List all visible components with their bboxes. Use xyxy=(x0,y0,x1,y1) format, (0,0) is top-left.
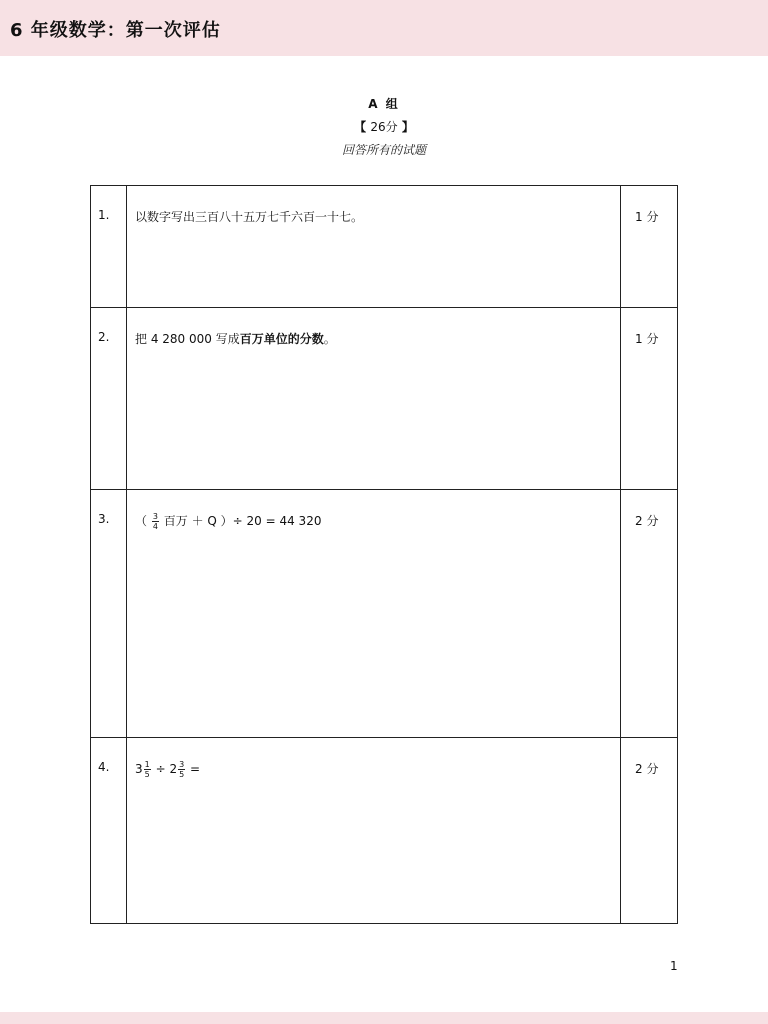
question-text-part: 把 4 280 000 写成 xyxy=(135,332,240,346)
footer-bar xyxy=(0,1012,768,1024)
question-number: 3. xyxy=(98,512,110,526)
fraction xyxy=(152,512,159,531)
question-number: 1. xyxy=(98,208,110,222)
question-number-cell xyxy=(91,738,127,924)
fraction-numerator: 3 xyxy=(179,760,185,769)
question-marks-cell xyxy=(621,308,678,490)
question-marks-cell xyxy=(621,186,678,308)
question-number-cell xyxy=(91,490,127,738)
question-marks-cell xyxy=(621,738,678,924)
question-marks: 2 分 xyxy=(635,762,659,776)
open-paren: （ xyxy=(135,514,148,528)
question-equation xyxy=(127,490,620,531)
section-total-marks xyxy=(0,118,768,135)
fraction-denominator: 4 xyxy=(152,522,158,531)
fraction-denominator: 5 xyxy=(144,770,150,779)
equation-rest: 百万 ＋ Q ）÷ 20 = 44 320 xyxy=(163,514,322,528)
fraction-denominator: 5 xyxy=(179,770,185,779)
question-number-cell xyxy=(91,186,127,308)
section-instruction: 回答所有的试题 xyxy=(341,143,426,157)
question-text-cell[interactable] xyxy=(127,490,621,738)
question-text-part: 。 xyxy=(323,332,336,346)
section-name: A 组 xyxy=(368,97,400,111)
marks-value: 26 xyxy=(370,120,386,134)
question-text-cell[interactable] xyxy=(127,308,621,490)
question-text-cell[interactable] xyxy=(127,738,621,924)
question-marks-cell xyxy=(621,490,678,738)
document-title: 6 年级数学：第一次评估 xyxy=(10,20,221,41)
marks-open-bracket: 【 xyxy=(354,120,367,134)
fraction xyxy=(144,760,151,779)
fraction xyxy=(178,760,185,779)
question-text-emphasis: 百万单位的分数 xyxy=(239,332,324,346)
question-row xyxy=(91,186,678,308)
question-text-cell[interactable] xyxy=(127,186,621,308)
fraction-numerator: 3 xyxy=(152,512,158,521)
header-bar xyxy=(0,0,768,56)
question-marks: 1 分 xyxy=(635,332,659,346)
question-marks: 1 分 xyxy=(635,210,659,224)
question-row xyxy=(91,308,678,490)
division-operator: ÷ xyxy=(155,762,166,776)
question-number: 4. xyxy=(98,760,110,774)
fraction-numerator: 1 xyxy=(144,760,150,769)
question-row xyxy=(91,738,678,924)
questions-table xyxy=(90,185,678,924)
mixed-number-whole: 3 xyxy=(135,762,143,776)
marks-unit: 分 xyxy=(385,120,398,134)
question-marks: 2 分 xyxy=(635,514,659,528)
question-text: 以数字写出三百八十五万七千六百一十七。 xyxy=(135,210,364,224)
question-number-cell xyxy=(91,308,127,490)
mixed-number-whole: 2 xyxy=(169,762,178,776)
question-text xyxy=(127,308,620,347)
page-number: 1 xyxy=(670,959,678,973)
question-equation xyxy=(127,738,620,779)
equals-sign: = xyxy=(190,762,201,776)
question-number: 2. xyxy=(98,330,110,344)
marks-close-bracket: 】 xyxy=(401,120,414,134)
question-row xyxy=(91,490,678,738)
